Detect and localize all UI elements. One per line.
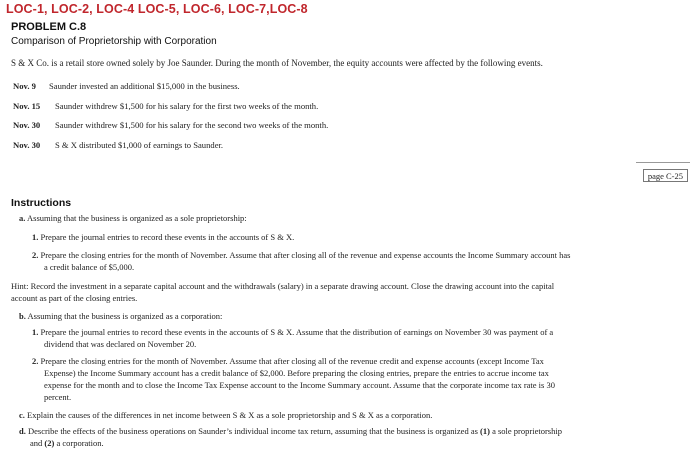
item-number: (1) <box>480 426 490 436</box>
page-ref-rule <box>636 162 690 163</box>
problem-number: PROBLEM C.8 <box>11 21 87 33</box>
instruction-b2-cont: percent. <box>44 392 72 402</box>
instruction-a2 <box>32 250 570 260</box>
instruction-b2-cont: Expense) the Income Summary account has a credit balance of $2,000. Before preparing the closing entries, prepare the entries to accrue income tax <box>44 368 549 378</box>
instructions-heading: Instructions <box>11 197 72 209</box>
item-marker: a. <box>19 213 26 223</box>
item-text: Prepare the journal entries to record these events in the accounts of S & X. Assume that the distribution of earnings on November 30 was payment of a <box>40 327 554 337</box>
hint-line-1: Hint: Record the investment in a separate capital account and the withdrawals (salary) in a separate drawing account. Close the drawing account into the capital <box>11 281 555 291</box>
event-date: Nov. 30 <box>13 120 41 130</box>
event-row <box>13 81 328 101</box>
intro-paragraph: S & X Co. is a retail store owned solely by Joe Saunder. During the month of November, the equity accounts were affected by the following events. <box>11 58 543 68</box>
instruction-c <box>19 410 432 420</box>
instruction-d-cont <box>30 438 104 448</box>
item-marker: c. <box>19 410 25 420</box>
item-marker: 2. <box>32 356 39 366</box>
instruction-d <box>19 426 562 436</box>
item-text: and <box>30 438 43 448</box>
instruction-a2-cont: a credit balance of $5,000. <box>44 262 135 272</box>
instruction-b <box>19 311 222 321</box>
item-marker: 1. <box>32 327 39 337</box>
item-text: Prepare the closing entries for the month of November. Assume that after closing all of the revenue credit and expense accounts (except Income Tax <box>40 356 544 366</box>
item-text: Explain the causes of the differences in net income between S & X as a sole proprietorship and S & X as a corporation. <box>27 410 433 420</box>
item-marker: 2. <box>32 250 39 260</box>
item-number: (2) <box>44 438 55 448</box>
event-text: S & X distributed $1,000 of earnings to Saunder. <box>55 139 224 150</box>
page-reference: page C-25 <box>643 169 688 182</box>
item-marker: b. <box>19 311 26 321</box>
instruction-a1 <box>32 232 294 242</box>
item-text: a sole proprietorship <box>492 426 562 436</box>
item-text: Describe the effects of the business operations on Saunder’s individual income tax return, assuming that the business is organized as <box>27 426 478 436</box>
event-row <box>13 120 328 140</box>
event-text: Saunder invested an additional $15,000 in the business. <box>49 81 240 91</box>
events-list <box>13 81 328 159</box>
event-text: Saunder withdrew $1,500 for his salary for the second two weeks of the month. <box>55 120 329 130</box>
event-text: Saunder withdrew $1,500 for his salary for the first two weeks of the month. <box>55 100 319 111</box>
event-row <box>13 140 328 160</box>
event-date: Nov. 30 <box>13 139 41 150</box>
item-marker: d. <box>19 426 26 436</box>
item-text: Assuming that the business is organized as a sole proprietorship: <box>27 213 247 223</box>
item-text: Prepare the journal entries to record these events in the accounts of S & X. <box>40 232 295 242</box>
item-text: Prepare the closing entries for the month of November. Assume that after closing all of the revenue and expense accounts the Income Summary account has <box>40 250 571 260</box>
instruction-b2 <box>32 356 544 366</box>
instruction-a <box>19 213 247 223</box>
event-date: Nov. 15 <box>13 100 41 111</box>
loc-codes: LOC-1, LOC-2, LOC-4 LOC-5, LOC-6, LOC-7,LOC-8 <box>6 2 308 16</box>
item-text: Assuming that the business is organized as a corporation: <box>27 311 223 321</box>
instruction-b2-cont: expense for the month and to close the Income Tax Expense account to the Income Summary account. Assume that the corporate income tax rate is 30 <box>44 380 555 390</box>
problem-subtitle: Comparison of Proprietorship with Corporation <box>11 36 217 47</box>
event-date: Nov. 9 <box>13 81 36 91</box>
event-row <box>13 101 328 121</box>
item-text: a corporation. <box>56 438 104 448</box>
item-marker: 1. <box>32 232 39 242</box>
instruction-b1 <box>32 327 553 337</box>
instruction-b1-cont: dividend that was declared on November 20. <box>44 339 197 349</box>
hint-line-2: account as part of the closing entries. <box>11 293 138 303</box>
